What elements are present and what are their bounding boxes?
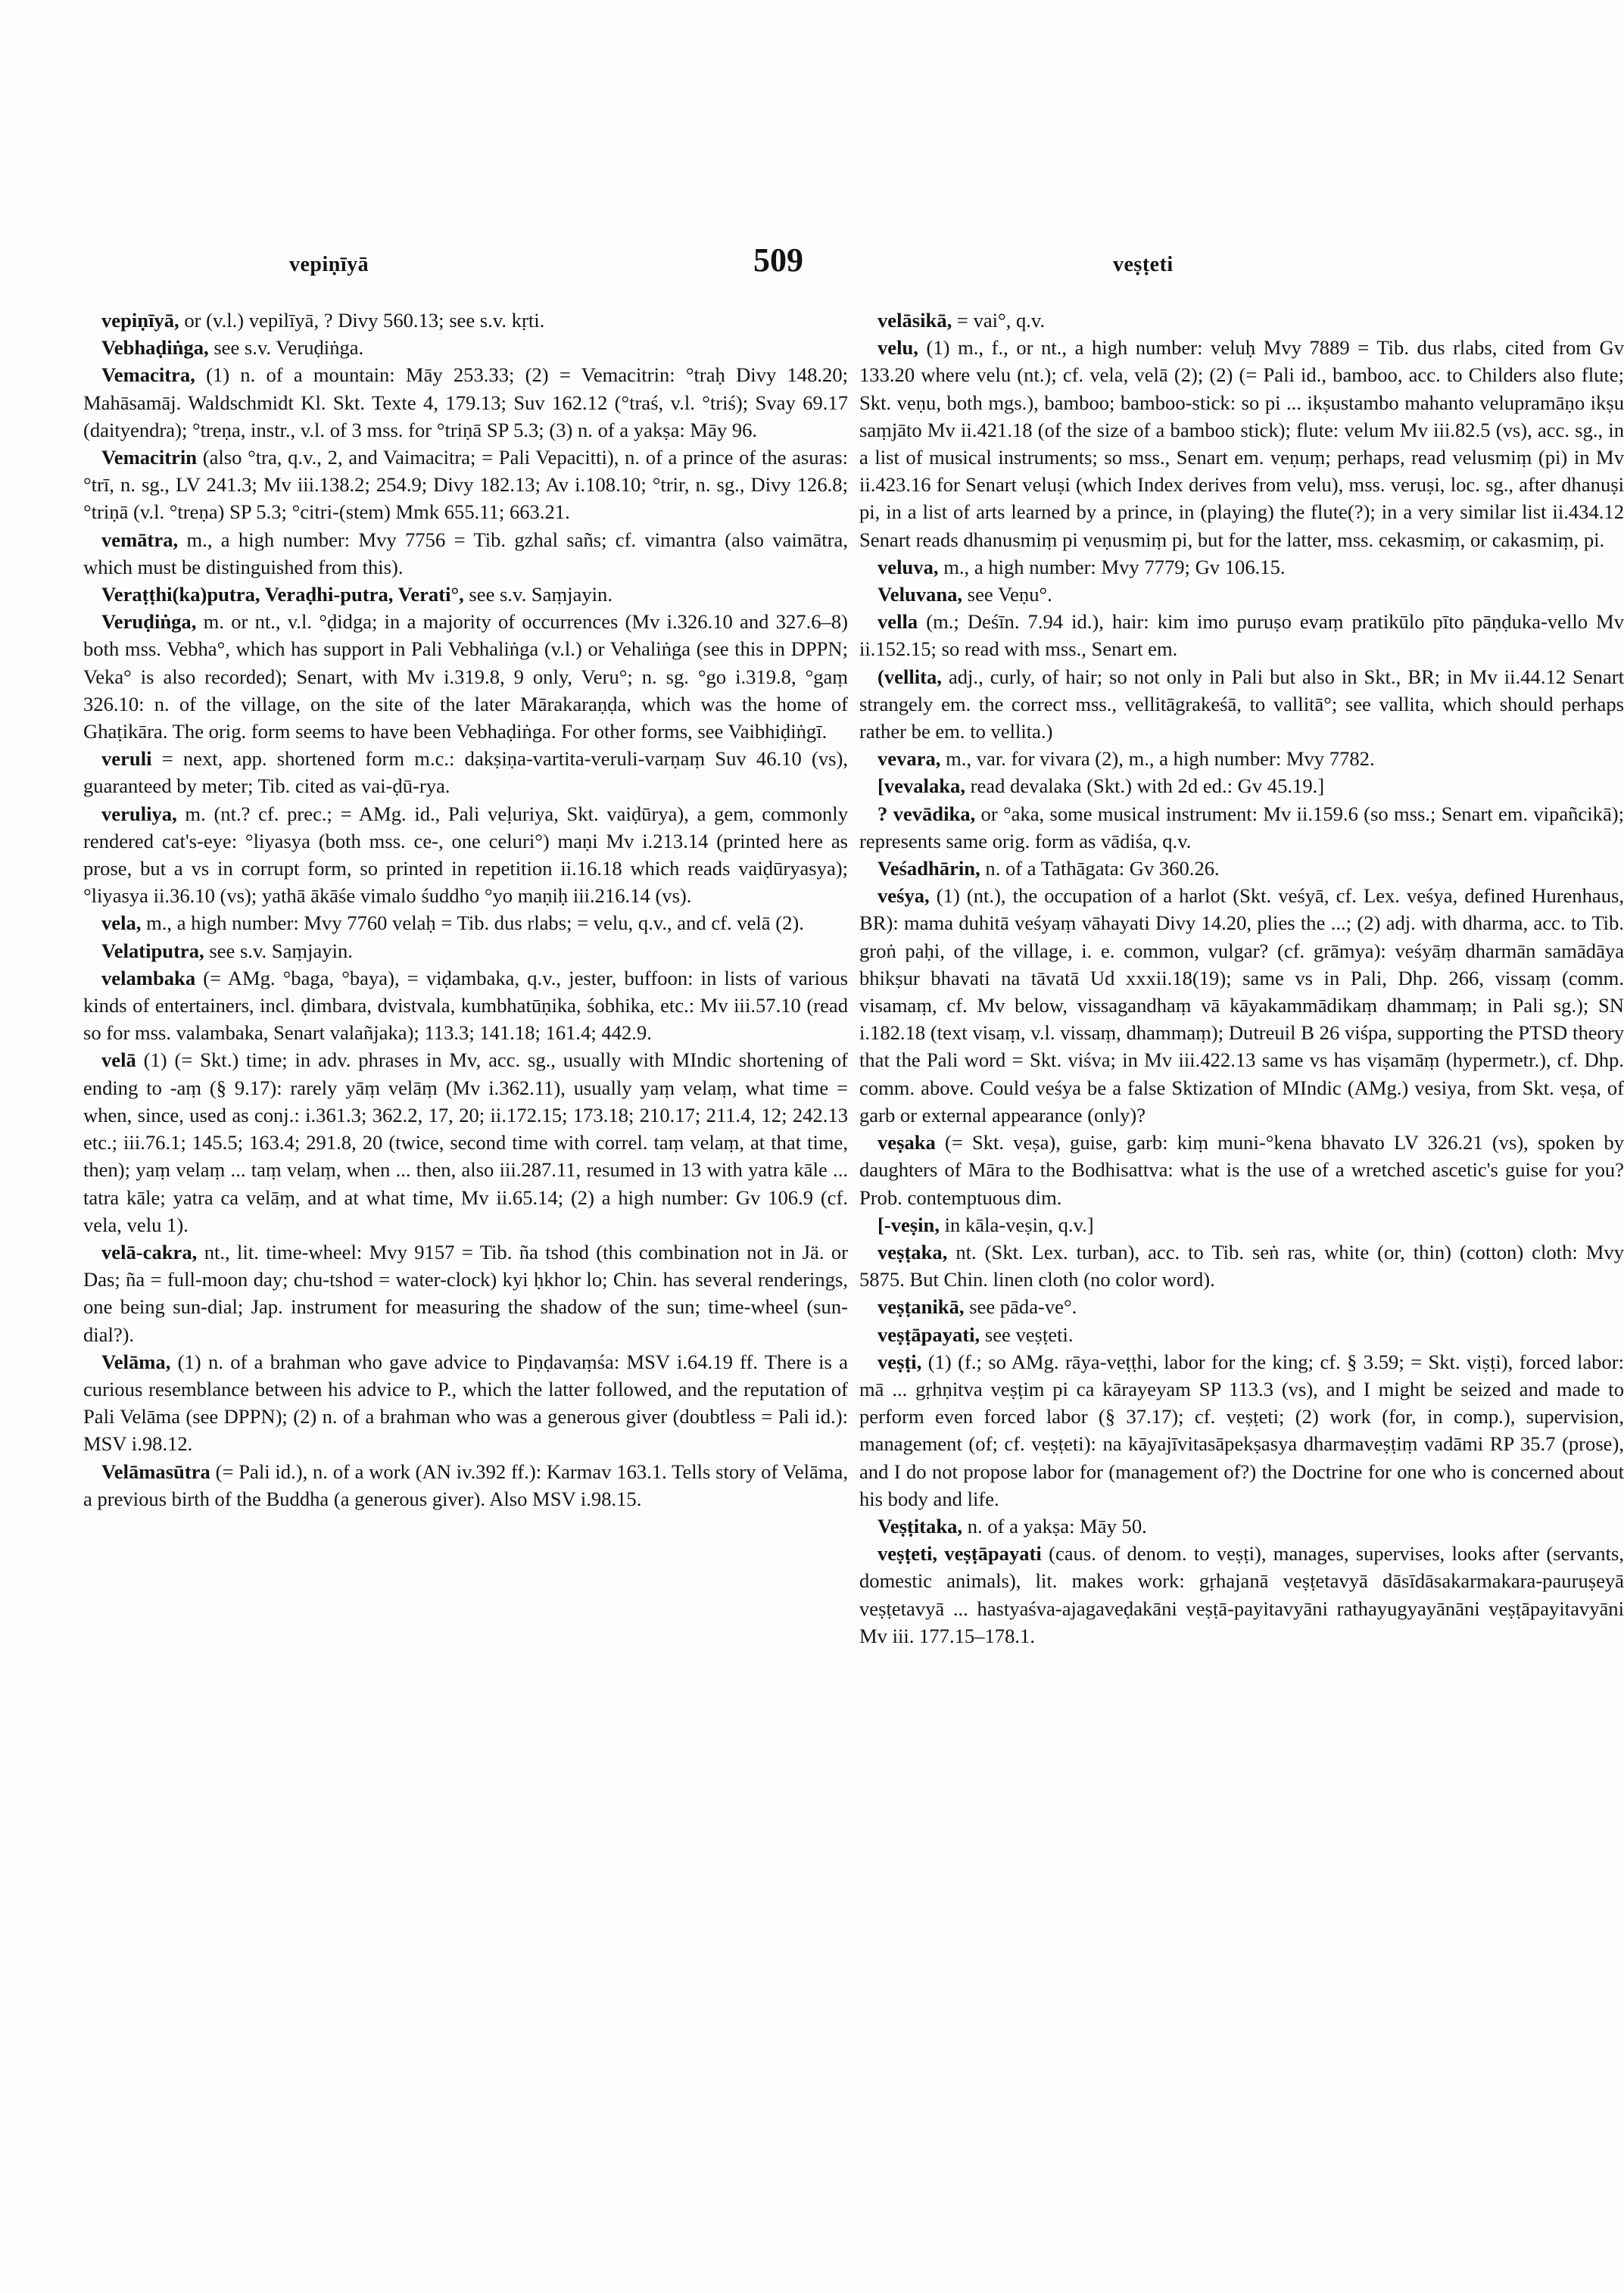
entry-definition: (1) m., f., or nt., a high number: veluḥ Mvy 7889 = Tib. dus rlabs, cited from Gv 133.20 where velu (nt.); cf. vela, velā (2); (2) (= Pali id., bamboo, acc. to Childers also flute; Skt. veṇu, both mgs.), bamboo; bamboo-stick: so pi ... ikṣustambo mahanto velupramāṇo ikṣu saṃjāto Mv ii.421.18 (of the size of a bamboo stick); flute: velum Mv iii.82.5 (vs), acc. sg., in a list of musical instruments; so mss., Senart em. veṇuṃ; perhaps, read velusmiṃ (pi) in Mv ii.423.16 for Senart veluṣi (which Index derives from velu), mss. veruṣi, loc. sg., after dhanuṣi pi, in a list of arts learned by a prince, in (playing) the flute(?); in a very similar list ii.434.12 Senart reads dhanusmiṃ pi veṇusmiṃ pi, but for the latter, mss. cekasmiṃ, or cakasmiṃ, pi. bbox=[859, 336, 1624, 551]
dictionary-entry bbox=[859, 855, 1624, 882]
entry-definition: m., a high number: Mvy 7756 = Tib. gzhal sañs; cf. vimantra (also vaimātra, which must be distinguished from this). bbox=[83, 528, 848, 578]
entry-definition: m. (nt.? cf. prec.; = AMg. id., Pali veḷuriya, Skt. vaiḍūrya), a gem, commonly rendered cat's-eye: °liyasya (both mss. ce-, one celuri°) maṇi Mv i.213.14 (printed here as prose, but a vs in corrupt form, so printed in repetition ii.16.18 which reads vaiḍūryasya); °liyasya ii.36.10 (vs); yathā ākāśe vimalo śuddho °yo maṇiḥ iii.216.14 (vs). bbox=[83, 802, 848, 908]
entry-headword: veruli bbox=[101, 747, 152, 771]
entry-headword: [-veṣin, bbox=[877, 1213, 940, 1236]
entry-definition: see s.v. Saṃjayin. bbox=[209, 939, 353, 962]
entry-headword: Velāma, bbox=[101, 1350, 171, 1373]
entry-headword: veṣaka bbox=[877, 1131, 936, 1154]
entry-definition: (1) n. of a mountain: Māy 253.33; (2) = Vemacitrin: °traḥ Divy 148.20; Mahāsamāj. Waldschmidt Kl. Skt. Texte 4, 179.13; Suv 162.12 (°traś, v.l. °triś); Svay 69.17 (daityendra); °treṇa, instr., v.l. of 3 mss. for °triṇā SP 5.3; (3) n. of a yakṣa: Māy 96. bbox=[83, 363, 849, 441]
dictionary-entry bbox=[83, 581, 848, 608]
dictionary-entry bbox=[859, 663, 1624, 746]
entry-definition: (= Skt. veṣa), guise, garb: kiṃ muni-°kena bhavato LV 326.21 (vs), spoken by daughters of Māra to the Bodhisattva: what is the use of a wretched ascetic's guise for you? Prob. contemptuous dim. bbox=[859, 1131, 1624, 1209]
entry-definition: (1) (f.; so AMg. rāya-veṭṭhi, labor for the king; cf. § 3.59; = Skt. viṣṭi), forced labor: mā ... gṛhṇitva veṣṭim pi ca kārayeyam SP 113.3 (vs), and I might be seized and made to perform even forced labor (§ 37.17); cf. veṣṭeti; (2) work (for, in comp.), supervision, management (of; cf. veṣṭeti): na kāyajīvitasāpekṣasya dharmaveṣṭiṃ vadāmi RP 35.7 (prose), and I do not propose labor for (management of?) the Doctrine for one who is concerned about his body and life. bbox=[859, 1350, 1624, 1510]
entry-definition: nt., lit. time-wheel: Mvy 9157 = Tib. ña tshod (this combination not in Jä. or Das; ña = full-moon day; chu-tshod = water-clock) kyi ḥkhor lo; Chin. has several renderings, one being sun-dial; Jap. instrument for measuring the shadow of the sun; time-wheel (sun-dial?). bbox=[83, 1240, 848, 1346]
entry-definition: n. of a Tathāgata: Gv 360.26. bbox=[985, 857, 1220, 880]
entry-headword: Vebhaḍiṅga, bbox=[101, 336, 209, 360]
entry-definition: see pāda-ve°. bbox=[969, 1295, 1077, 1319]
dictionary-entry bbox=[859, 1348, 1624, 1513]
entry-definition: see veṣṭeti. bbox=[984, 1323, 1074, 1346]
entry-definition: read devalaka (Skt.) with 2d ed.: Gv 45.19.] bbox=[970, 774, 1325, 798]
left-column bbox=[83, 307, 848, 1513]
entry-headword: velā-cakra, bbox=[101, 1240, 198, 1263]
entry-definition: in kāla-veṣin, q.v.] bbox=[944, 1213, 1094, 1236]
dictionary-entry bbox=[859, 553, 1624, 581]
dictionary-entry bbox=[859, 1513, 1624, 1540]
dictionary-entry bbox=[859, 745, 1624, 772]
running-header bbox=[0, 241, 1624, 286]
dictionary-entry bbox=[859, 581, 1624, 608]
dictionary-entry bbox=[83, 800, 848, 910]
entry-headword: vella bbox=[877, 610, 918, 634]
entry-definition: (also °tra, q.v., 2, and Vaimacitra; = Pali Vepacitti), n. of a prince of the asuras: °trī, n. sg., LV 241.3; Mv iii.138.2; 254.9; Divy 182.13; Av i.108.10; °trir, n. sg., Divy 126.8; °triṇā (v.l. °treṇa) SP 5.3; °citri-(stem) Mmk 655.11; 663.21. bbox=[83, 446, 848, 524]
dictionary-entry bbox=[83, 526, 848, 581]
entry-definition: see s.v. Veruḍiṅga. bbox=[214, 336, 364, 360]
dictionary-entry bbox=[859, 1293, 1624, 1320]
entry-headword: velu, bbox=[877, 336, 918, 360]
entry-headword: veluva, bbox=[877, 555, 939, 578]
dictionary-entry bbox=[83, 608, 848, 745]
dictionary-entry bbox=[859, 1211, 1624, 1238]
entry-definition: (caus. of denom. to veṣṭi), manages, supervises, looks after (servants, domestic animals), lit. makes work: gṛhajanā veṣṭetavyā dāsīdāsakarmakara-pauruṣeyā veṣṭetavyā ... hastyaśva-ajagaveḍakāni veṣṭā-payitavyāni rathayugyayānāni veṣṭāpayitavyāni Mv iii. 177.15–178.1. bbox=[859, 1542, 1624, 1647]
entry-headword: veṣṭeti, veṣṭāpayati bbox=[877, 1542, 1042, 1566]
dictionary-entry bbox=[83, 307, 848, 334]
entry-definition: (1) (nt.), the occupation of a harlot (Skt. veśyā, cf. Lex. veśya, defined Hurenhaus, BR): mama duhitā veśyaṃ vāhayati Divy 14.20, plies the ...; (2) adj. with dharma, acc. to Tib. groṅ paḥi, of the village, i. e. common, vulgar? (cf. grāmya): veśyāṃ dharmān samādāya bhikṣur bhavati na tāvatā Ud xxxii.18(19); same vs in Pali, Dhp. 266, vissaṃ (comm. visamaṃ, cf. Mv below, vissagandhaṃ vā kāyakammādikaṃ dhammaṃ; in Pali sg.); SN i.182.18 (text visaṃ, v.l. vissaṃ, dhammaṃ); Dutreuil B 26 viśpa, supporting the PTSD theory that the Pali word = Skt. viśva; in Mv iii.422.13 same vs has viṣamāṃ (hypermetr.), cf. Dhp. comm. above. Could veśya be a false Sktization of MIndic (AMg.) vesiya, from Skt. veṣa, of garb or external appearance (only)? bbox=[859, 884, 1624, 1126]
right-column bbox=[859, 307, 1624, 1650]
entry-headword: Velatiputra, bbox=[101, 939, 204, 962]
entry-definition: = vai°, q.v. bbox=[956, 309, 1046, 332]
entry-definition: n. of a yakṣa: Māy 50. bbox=[967, 1514, 1147, 1537]
right-guide-word: veṣṭeti bbox=[1113, 253, 1174, 276]
entry-headword: Vemacitra, bbox=[101, 363, 195, 387]
dictionary-entry bbox=[859, 608, 1624, 662]
entry-headword: Veśadhārin, bbox=[877, 857, 980, 880]
dictionary-entry bbox=[83, 745, 848, 799]
page-number: 509 bbox=[753, 241, 803, 279]
entry-headword: Veruḍiṅga, bbox=[101, 610, 197, 634]
entry-headword: Velāmasūtra bbox=[101, 1460, 210, 1483]
dictionary-entry bbox=[859, 1238, 1624, 1293]
dictionary-entry bbox=[859, 800, 1624, 855]
entry-definition: (= AMg. °baga, °baya), = viḍambaka, q.v., jester, buffoon: in lists of various kinds of entertainers, incl. ḍimbara, dvistvala, kumbhatūṇika, śobhika, etc.: Mv iii.57.10 (read so for mss. valambaka, Senart valañjaka); 113.3; 141.18; 161.4; 442.9. bbox=[83, 966, 849, 1045]
dictionary-entry bbox=[859, 1129, 1624, 1211]
entry-definition: = next, app. shortened form m.c.: dakṣiṇa-vartita-veruli-varṇaṃ Suv 46.10 (vs), guaranteed by meter; Tib. cited as vai-ḍū-rya. bbox=[83, 747, 848, 798]
entry-definition: or °aka, some musical instrument: Mv ii.159.6 (so mss.; Senart em. vipañcikā); represents same orig. form as vādiśa, q.v. bbox=[859, 802, 1624, 852]
entry-definition: see Veṇu°. bbox=[967, 583, 1052, 606]
entry-headword: vevara, bbox=[877, 747, 941, 771]
entry-headword: veśya, bbox=[877, 884, 930, 908]
entry-headword: vela, bbox=[101, 911, 142, 935]
entry-headword: veṣṭaka, bbox=[877, 1240, 948, 1263]
dictionary-entry bbox=[859, 772, 1624, 799]
entry-headword: velambaka bbox=[101, 966, 196, 989]
dictionary-entry bbox=[859, 334, 1624, 553]
entry-definition: nt. (Skt. Lex. turban), acc. to Tib. seṅ ras, white (or, thin) (cotton) cloth: Mvy 5875. But Chin. linen cloth (no color word). bbox=[859, 1240, 1624, 1291]
dictionary-entry bbox=[83, 1238, 848, 1348]
entry-headword: veṣṭi, bbox=[877, 1350, 922, 1373]
dictionary-entry bbox=[83, 334, 848, 361]
dictionary-entry bbox=[83, 444, 848, 526]
dictionary-entry bbox=[83, 937, 848, 964]
entry-headword: velā bbox=[101, 1048, 136, 1072]
entry-headword: (vellita, bbox=[877, 665, 942, 688]
entry-headword: Veṣṭitaka, bbox=[877, 1514, 963, 1537]
entry-definition: or (v.l.) vepilīyā, ? Divy 560.13; see s.v. kṛti. bbox=[184, 309, 545, 332]
dictionary-entry bbox=[859, 1321, 1624, 1348]
dictionary-entry bbox=[83, 1458, 848, 1513]
dictionary-entry bbox=[83, 361, 848, 444]
entry-headword: Vemacitrin bbox=[101, 446, 198, 469]
dictionary-entry bbox=[859, 307, 1624, 334]
entry-headword: velāsikā, bbox=[877, 309, 952, 332]
entry-definition: m. or nt., v.l. °ḍidga; in a majority of occurrences (Mv i.326.10 and 327.6–8) both mss. Vebha°, which has support in Pali Vebhaliṅga (v.l.) or Vehaliṅga (see this in DPPN; Veka° is also recorded); Senart, with Mv i.319.8, 9 only, Veru°; n. sg. °go i.319.8, °gaṃ 326.10: n. of the village, on the site of the later Mārakaraṇḍa, which was the home of Ghaṭikāra. The orig. form seems to have been Vebhaḍiṅga. For other forms, see Vaibhiḍiṅgī. bbox=[83, 610, 848, 743]
entry-headword: ? vevādika, bbox=[877, 802, 976, 825]
entry-definition: adj., curly, of hair; so not only in Pali but also in Skt., BR; in Mv ii.44.12 Senart strangely em. the correct mss., vellitāgrakeśā, to vallitā°; see vallita, which should perhaps rather be em. to vellita.) bbox=[859, 665, 1624, 743]
entry-headword: vemātra, bbox=[101, 528, 179, 551]
entry-definition: m., var. for vivara (2), m., a high number: Mvy 7782. bbox=[946, 747, 1375, 771]
entry-headword: veruliya, bbox=[101, 802, 177, 825]
entry-definition: m., a high number: Mvy 7760 velaḥ = Tib. dus rlabs; = velu, q.v., and cf. velā (2). bbox=[146, 911, 804, 935]
entry-definition: (1) (= Skt.) time; in adv. phrases in Mv, acc. sg., usually with MIndic shortening of ending to -aṃ (§ 9.17): rarely yāṃ velāṃ (Mv i.362.11), usually yaṃ velaṃ, what time = when, since, used as conj.: i.361.3; 362.2, 17, 20; ii.172.15; 173.18; 210.17; 211.4, 12; 242.13 etc.; iii.76.1; 145.5; 163.4; 291.8, 20 (twice, second time with correl. taṃ velaṃ, at that time, then); yaṃ velaṃ ... taṃ velaṃ, when ... then, also iii.287.11, resumed in 13 with yatra kāle ... tatra kāle; yatra ca velāṃ, and at what time, Mv ii.65.14; (2) a high number: Gv 106.9 (cf. vela, velu 1). bbox=[83, 1048, 848, 1236]
entry-definition: (= Pali id.), n. of a work (AN iv.392 ff.): Karmav 163.1. Tells story of Velāma, a previous birth of the Buddha (a generous giver). Also MSV i.98.15. bbox=[83, 1460, 848, 1510]
entry-headword: Veraṭṭhi(ka)putra, Veraḍhi-putra, Verati°, bbox=[101, 583, 464, 606]
entry-definition: m., a high number: Mvy 7779; Gv 106.15. bbox=[943, 555, 1286, 578]
left-guide-word: vepiṇīyā bbox=[289, 253, 369, 276]
entry-definition: (1) n. of a brahman who gave advice to Piṇḍavaṃśa: MSV i.64.19 ff. There is a curious resemblance between his advice to P., which the latter followed, and the reputation of Pali Velāma (see DPPN); (2) n. of a brahman who was a generous giver (doubtless = Pali id.): MSV i.98.12. bbox=[83, 1350, 848, 1456]
dictionary-entry bbox=[83, 909, 848, 936]
entry-headword: Veluvana, bbox=[877, 583, 963, 606]
dictionary-entry bbox=[83, 1046, 848, 1238]
dictionary-entry bbox=[859, 882, 1624, 1129]
dictionary-entry bbox=[83, 1348, 848, 1458]
entry-headword: veṣṭāpayati, bbox=[877, 1323, 980, 1346]
entry-definition: (m.; Deśīn. 7.94 id.), hair: kim imo puruṣo evaṃ pratikūlo pīto pāṇḍuka-vello Mv ii.152.15; so read with mss., Senart em. bbox=[859, 610, 1624, 661]
dictionary-entry bbox=[83, 964, 848, 1047]
entry-headword: veṣṭanikā, bbox=[877, 1295, 965, 1319]
dictionary-entry bbox=[859, 1540, 1624, 1650]
entry-definition: see s.v. Saṃjayin. bbox=[469, 583, 613, 606]
entry-headword: vepiṇīyā, bbox=[101, 309, 179, 332]
entry-headword: [vevalaka, bbox=[877, 774, 965, 798]
